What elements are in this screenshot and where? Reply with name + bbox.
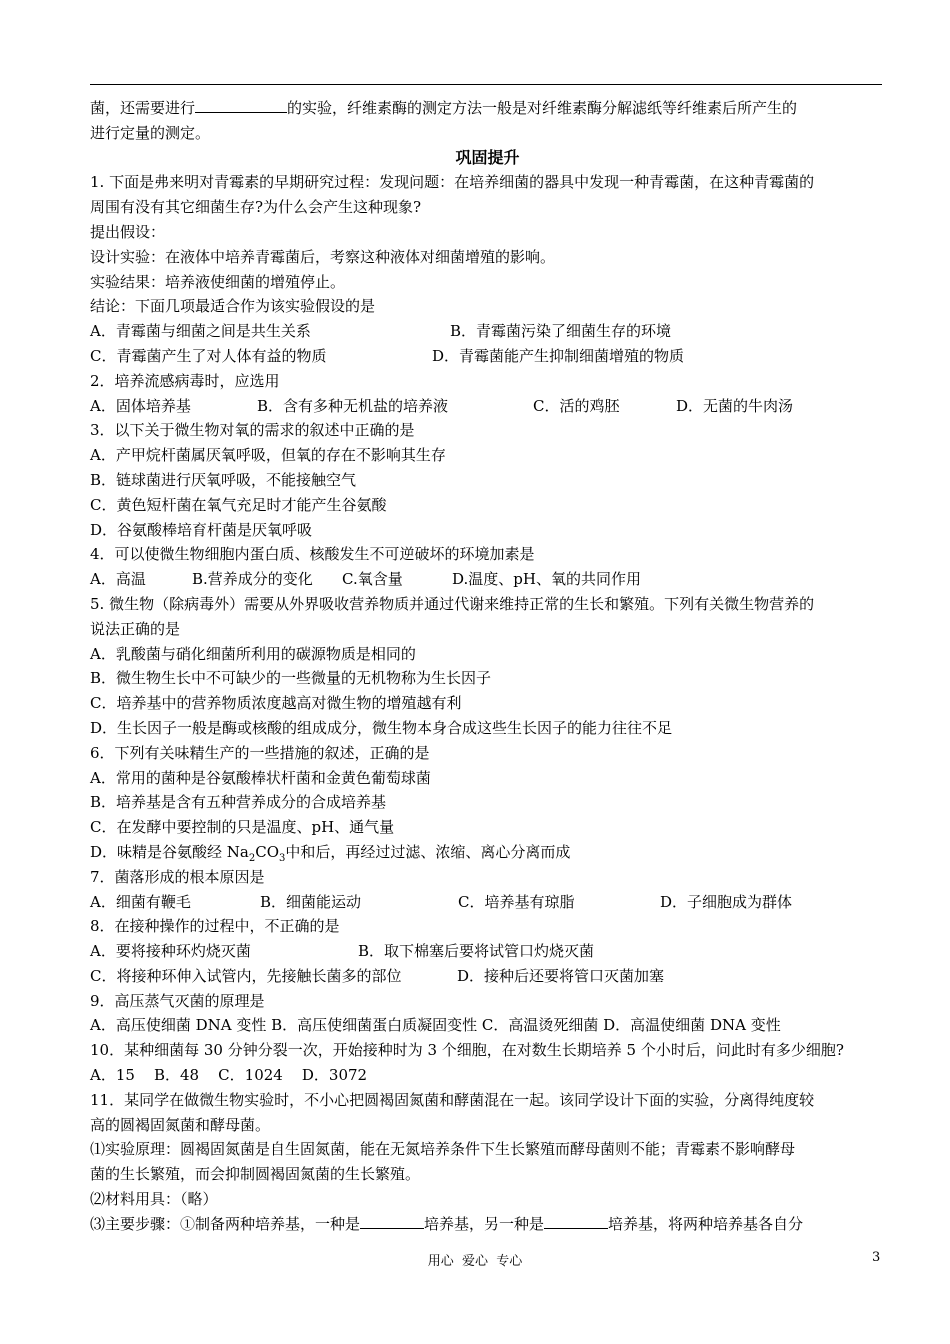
q1-hypothesis: 提出假设： [90, 222, 166, 241]
answer-blank [195, 98, 287, 113]
text: 培养基，另一种是 [424, 1214, 545, 1233]
text: 菌，还需要进行 [90, 99, 196, 117]
q10-options: A．15 B．48 C．1024 D．3072 [90, 1066, 368, 1085]
q4-stem: 4．可以使微生物细胞内蛋白质、核酸发生不可逆破坏的环境加素是 [90, 545, 535, 564]
footer-motto: 用心 爱心 专心 [427, 1254, 523, 1269]
q8-options-ab [90, 939, 885, 964]
q7-options [90, 890, 885, 915]
q5-option-b: B．微生物生长中不可缺少的一些微量的无机物称为生长因子 [90, 669, 492, 688]
q1-options-ab [90, 319, 885, 344]
q3-stem: 3．以下关于微生物对氧的需求的叙述中正确的是 [90, 421, 415, 440]
q11-materials: ⑵材料用具：（略） [90, 1190, 218, 1209]
q6-option-d [90, 840, 885, 865]
q11-principle-1: ⑴实验原理：圆褐固氮菌是自生固氮菌，能在无氮培养条件下生长繁殖而酵母菌则不能；青霉素不影响酵母 [90, 1140, 796, 1159]
q5-stem-2: 说法正确的是 [90, 619, 181, 638]
q11-stem-1: 11．某同学在做微生物实验时，不小心把圆褐固氮菌和酵菌混在一起。该同学设计下面的实验，分离得纯度较 [90, 1090, 815, 1109]
page-content [90, 96, 885, 1237]
q1-conclusion: 结论：下面几项最适合作为该实验假设的是 [90, 297, 376, 316]
text: 中和后，再经过过滤、浓缩、离心分离而成 [285, 842, 571, 861]
q6-option-a: A．常用的菌种是谷氨酸棒状杆菌和金黄色葡萄球菌 [90, 768, 431, 787]
q11-steps [90, 1212, 885, 1237]
q6-stem: 6．下列有关味精生产的一些措施的叙述，正确的是 [90, 743, 430, 762]
q1-option-b: B．青霉菌污染了细菌生存的环境 [450, 322, 672, 341]
q8-option-c: C．将接种环伸入试管内，先接触长菌多的部位 [90, 966, 402, 985]
q5-stem-1: 5. 微生物（除病毒外）需要从外界吸收营养物质并通过代谢来维持正常的生长和繁殖。下列有关微生物营养的 [90, 594, 815, 613]
q3-option-b: B．链球菌进行厌氧呼吸，不能接触空气 [90, 470, 357, 489]
q4-option-c: C.氧含量 [342, 570, 403, 589]
text: CO [255, 842, 280, 861]
q9-stem: 9．高压蒸气灭菌的原理是 [90, 991, 265, 1010]
q5-option-a: A．乳酸菌与硝化细菌所利用的碳源物质是相同的 [90, 644, 416, 663]
q8-option-a: A．要将接种环灼烧灭菌 [90, 942, 251, 961]
q1-option-c: C．青霉菌产生了对人体有益的物质 [90, 346, 327, 365]
q11-principle-2: 菌的生长繁殖，而会抑制圆褐固氮菌的生长繁殖。 [90, 1165, 421, 1184]
q6-option-c: C．在发酵中要控制的只是温度、pH、通气量 [90, 818, 395, 837]
q2-stem: 2．培养流感病毒时，应选用 [90, 371, 280, 390]
page-number: 3 [872, 1250, 881, 1265]
q3-option-c: C．黄色短杆菌在氧气充足时才能产生谷氨酸 [90, 495, 387, 514]
q7-option-d: D．子细胞成为群体 [660, 892, 793, 911]
q7-option-c: C．培养基有琼脂 [458, 892, 575, 911]
subscript: 2 [248, 852, 256, 864]
q2-option-d: D．无菌的牛肉汤 [676, 396, 794, 415]
q4-option-b: B.营养成分的变化 [192, 570, 313, 589]
q1-option-a: A．青霉菌与细菌之间是共生关系 [90, 322, 311, 341]
q11-stem-2: 高的圆褐固氮菌和酵母菌。 [90, 1115, 271, 1134]
q1-result: 实验结果：培养液使细菌的增殖停止。 [90, 272, 346, 291]
section-title: 巩固提升 [455, 147, 520, 167]
q7-option-a: A．细菌有鞭毛 [90, 892, 191, 911]
q8-stem: 8．在接种操作的过程中，不正确的是 [90, 917, 340, 936]
q1-stem-2: 周围有没有其它细菌生存?为什么会产生这种现象? [90, 198, 422, 217]
q3-option-d: D．谷氨酸棒培育杆菌是厌氧呼吸 [90, 520, 313, 539]
q2-option-c: C．活的鸡胚 [533, 396, 620, 415]
q1-option-d: D．青霉菌能产生抑制细菌增殖的物质 [432, 346, 685, 365]
intro-line-1 [90, 96, 885, 121]
q1-design: 设计实验：在液体中培养青霉菌后，考察这种液体对细菌增殖的影响。 [90, 247, 556, 266]
answer-blank [544, 1214, 608, 1229]
text: ⑶主要步骤：①制备两种培养基，一种是 [90, 1214, 361, 1233]
q6-option-b: B．培养基是含有五种营养成分的合成培养基 [90, 793, 387, 812]
q8-options-cd [90, 964, 885, 989]
text: 培养基，将两种培养基各自分 [608, 1214, 804, 1233]
q1-options-cd [90, 344, 885, 369]
subscript: 3 [279, 852, 286, 864]
q8-option-d: D．接种后还要将管口灭菌加塞 [457, 966, 665, 985]
q3-option-a: A．产甲烷杆菌属厌氧呼吸，但氧的存在不影响其生存 [90, 446, 446, 465]
header-rule [90, 84, 882, 85]
q1-stem-1: 1. 下面是弗来明对青霉素的早期研究过程：发现问题：在培养细菌的器具中发现一种青霉菌，在这种青霉菌的 [90, 173, 815, 192]
intro-line-2: 进行定量的测定。 [90, 123, 211, 142]
answer-blank [360, 1214, 424, 1229]
q4-option-a: A．高温 [90, 570, 146, 589]
q8-option-b: B．取下棉塞后要将试管口灼烧灭菌 [358, 942, 595, 961]
q5-option-c: C．培养基中的营养物质浓度越高对微生物的增殖越有利 [90, 694, 462, 713]
q2-option-b: B．含有多种无机盐的培养液 [257, 396, 449, 415]
q7-option-b: B．细菌能运动 [260, 892, 362, 911]
q2-option-a: A．固体培养基 [90, 396, 191, 415]
q2-options [90, 394, 885, 419]
q9-options: A．高压使细菌 DNA 变性 B．高压使细菌蛋白质凝固变性 C．高温烫死细菌 D．高温使细菌 DNA 变性 [90, 1016, 781, 1035]
q4-option-d: D.温度、pH、氧的共同作用 [452, 570, 641, 589]
q7-stem: 7．菌落形成的根本原因是 [90, 867, 265, 886]
q5-option-d: D．生长因子一般是酶或核酸的组成成分，微生物本身合成这些生长因子的能力往往不足 [90, 718, 673, 737]
text: D．味精是谷氨酸经 Na [90, 842, 249, 861]
q10-stem: 10．某种细菌每 30 分钟分裂一次，开始接种时为 3 个细胞，在对数生长期培养 5 个小时后，问此时有多少细胞? [90, 1041, 844, 1060]
q4-options [90, 567, 885, 592]
text: 的实验，纤维素酶的测定方法一般是对纤维素酶分解滤纸等纤维素后所产生的 [287, 99, 798, 117]
